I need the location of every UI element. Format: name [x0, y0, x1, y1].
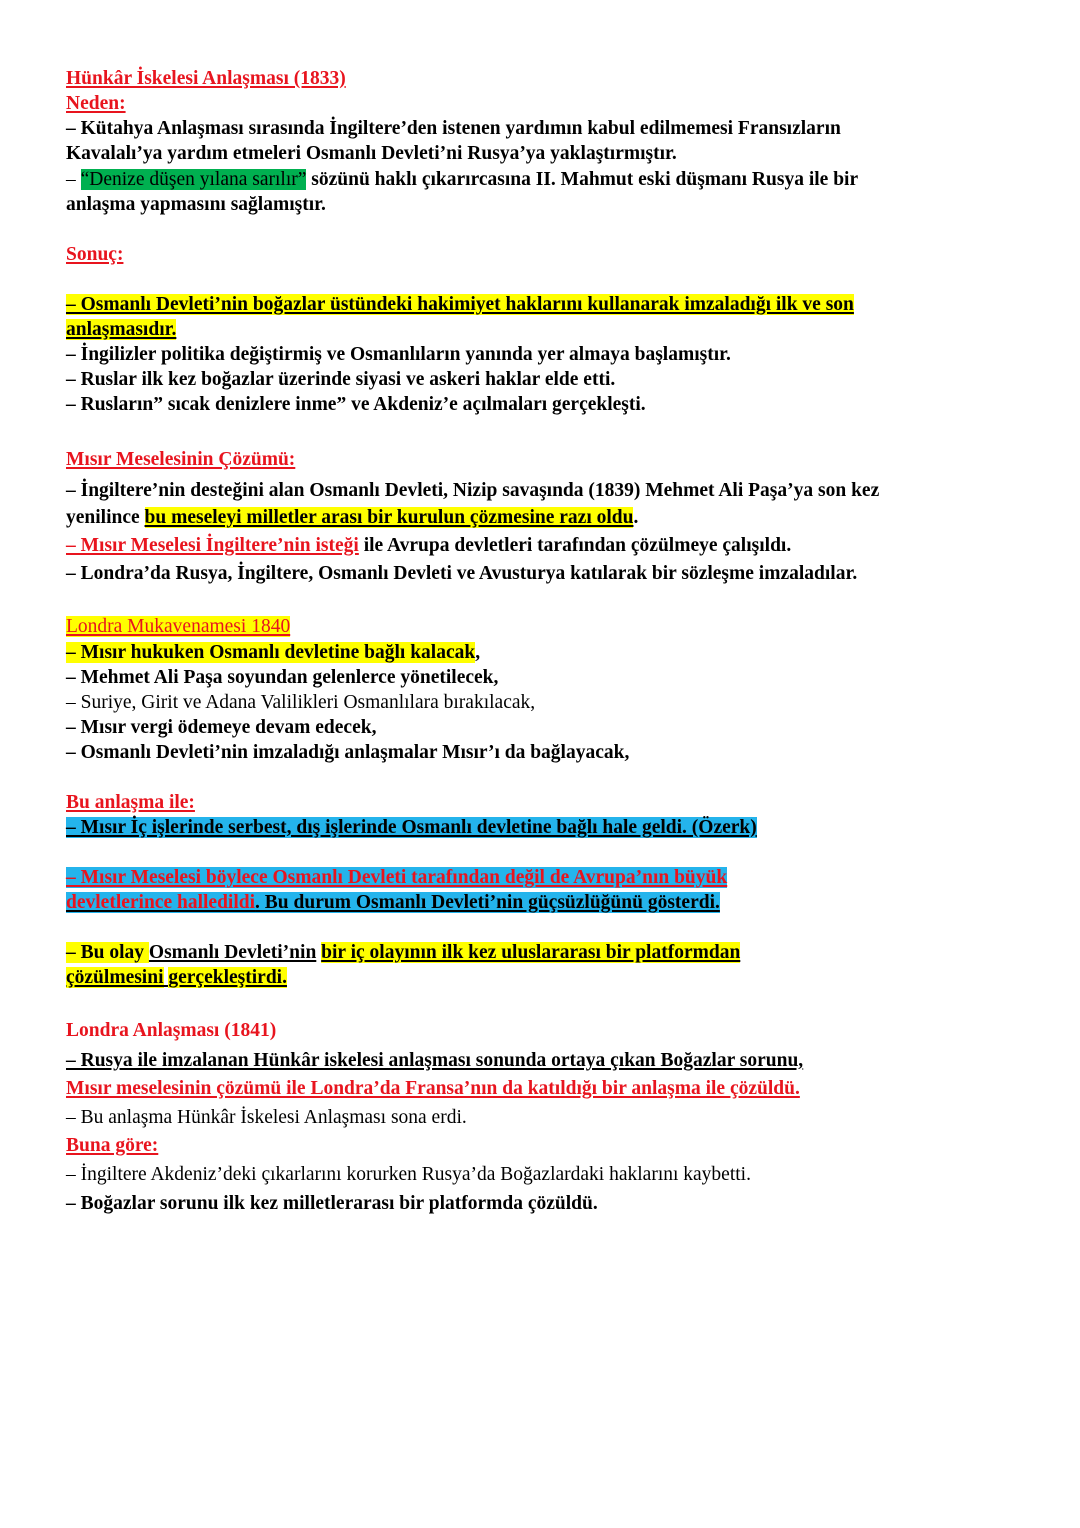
- highlight-ic-olay: bir iç olayının ilk kez uluslararası bir platformdan: [321, 942, 741, 963]
- londra-line-2: Mısır meselesinin çözümü ile Londra’da Fransa’nın da katıldığı bir anlaşma ile çözüldü.: [66, 1078, 800, 1099]
- highlight-misir-meselesi: – Mısır Meselesi böylece Osmanlı Devleti tarafından değil de Avrupa’nın büyük: [66, 867, 728, 888]
- sonuc-line-5: – Rusların” sıcak denizlere inme” ve Akdeniz’e açılmaları gerçekleşti.: [66, 394, 646, 415]
- highlight-bu-olay: – Bu olay: [66, 942, 149, 963]
- anlasma-line-5: [66, 966, 287, 990]
- heading-londra-anlasmasi: Londra Anlaşması (1841): [66, 1020, 277, 1041]
- highlight-cozulmesini: çözülmesini: [66, 967, 164, 988]
- mukavename-line-2: – Mehmet Ali Paşa soyundan gelenlerce yönetilecek,: [66, 667, 499, 688]
- highlight-halledildi: [66, 892, 720, 913]
- londra-line-3: – Bu anlaşma Hünkâr İskelesi Anlaşması sona erdi.: [66, 1107, 467, 1128]
- mukavename-line-4: – Mısır vergi ödemeye devam edecek,: [66, 717, 377, 738]
- heading-hunkar-iskelesi: Hünkâr İskelesi Anlaşması (1833): [66, 68, 346, 89]
- highlight-mukavename-1: – Mısır hukuken Osmanlı devletine bağlı kalacak: [66, 642, 476, 663]
- londra-line-5: – Boğazlar sorunu ilk kez milletlerarası bir platformda çözüldü.: [66, 1193, 598, 1214]
- misir-line-4: – Londra’da Rusya, İngiltere, Osmanlı Devleti ve Avusturya katılarak bir sözleşme imzaladılar.: [66, 563, 858, 584]
- sonuc-line-3: – İngilizler politika değiştirmiş ve Osmanlıların yanında yer almaya başlamıştır.: [66, 344, 731, 365]
- sonuc-line-1: [66, 293, 854, 317]
- highlight-razi-oldu: bu meseleyi milletler arası bir kurulun çözmesine razı oldu: [144, 507, 634, 528]
- neden-line-1: – Kütahya Anlaşması sırasında İngiltere’den istenen yardımın kabul edilmemesi Fransızların: [66, 118, 841, 139]
- mukavename-line-3: – Suriye, Girit ve Adana Valilikleri Osmanlılara bırakılacak,: [66, 692, 536, 713]
- anlasma-line-1: [66, 816, 757, 840]
- neden-line-2: Kavalalı’ya yardım etmeleri Osmanlı Devleti’ni Rusya’ya yaklaştırmıştır.: [66, 143, 677, 164]
- misir-line-3-red: – Mısır Meselesi İngiltere’nin isteği: [66, 535, 359, 556]
- label-neden: Neden:: [66, 93, 126, 114]
- heading-misir-meselesi: Mısır Meselesinin Çözümü:: [66, 449, 296, 470]
- neden-line-4: anlaşma yapmasını sağlamıştır.: [66, 194, 326, 215]
- comma: ,: [475, 642, 481, 663]
- halledildi-rest: . Bu durum Osmanlı Devleti’nin güçsüzlüğünü gösterdi.: [255, 892, 720, 913]
- heading-bu-anlasma-ile: Bu anlaşma ile:: [66, 792, 195, 813]
- highlight-ozerk: – Mısır İç işlerinde serbest, dış işlerinde Osmanlı devletine bağlı hale geldi. (Özerk): [66, 817, 757, 838]
- neden-line-3: [66, 168, 858, 192]
- label-sonuc: Sonuç:: [66, 244, 124, 265]
- highlight-mukavename-title: Londra Mukavenamesi 1840: [66, 616, 291, 637]
- mukavename-line-1: [66, 641, 480, 665]
- sonuc-line-4: – Ruslar ilk kez boğazlar üzerinde siyasi ve askeri haklar elde etti.: [66, 369, 616, 390]
- highlight-gerceklestirdi: gerçekleştirdi.: [168, 967, 287, 988]
- neden-line-3-rest: sözünü haklı çıkarırcasına II. Mahmut eski düşmanı Rusya ile bir: [306, 169, 859, 190]
- misir-line-2: [66, 506, 638, 530]
- anlasma-line-3: [66, 891, 720, 915]
- heading-londra-mukavenamesi: [66, 615, 290, 639]
- sonuc-line-2: [66, 318, 176, 342]
- period: .: [633, 507, 639, 528]
- misir-line-3: [66, 534, 791, 558]
- label-buna-gore: Buna göre:: [66, 1135, 159, 1156]
- misir-line-1: – İngiltere’nin desteğini alan Osmanlı Devleti, Nizip savaşında (1839) Mehmet Ali Paşa’ya son kez: [66, 480, 880, 501]
- anlasma-line-4: [66, 941, 740, 965]
- halledildi-red: devletlerince halledildi: [66, 892, 256, 913]
- highlight-sonuc-1: – Osmanlı Devleti’nin boğazlar üstündeki hakimiyet haklarını kullanarak imzaladığı ilk ve son: [66, 294, 854, 315]
- osmanli-devleti-underlined: Osmanlı Devleti’nin: [148, 942, 317, 963]
- londra-line-4: – İngiltere Akdeniz’deki çıkarlarını korurken Rusya’da Boğazlardaki haklarını kaybetti.: [66, 1164, 751, 1185]
- misir-line-3-rest: ile Avrupa devletleri tarafından çözülmeye çalışıldı.: [358, 535, 792, 556]
- highlight-quote: “Denize düşen yılana sarılır”: [80, 169, 307, 190]
- misir-line-2-start: yenilince: [66, 507, 145, 528]
- highlight-sonuc-2: anlaşmasıdır.: [66, 319, 177, 340]
- dash: –: [66, 169, 81, 190]
- anlasma-line-2: [66, 866, 727, 890]
- londra-line-1: – Rusya ile imzalanan Hünkâr iskelesi anlaşması sonunda ortaya çıkan Boğazlar sorunu,: [66, 1050, 804, 1071]
- mukavename-line-5: – Osmanlı Devleti’nin imzaladığı anlaşmalar Mısır’ı da bağlayacak,: [66, 742, 630, 763]
